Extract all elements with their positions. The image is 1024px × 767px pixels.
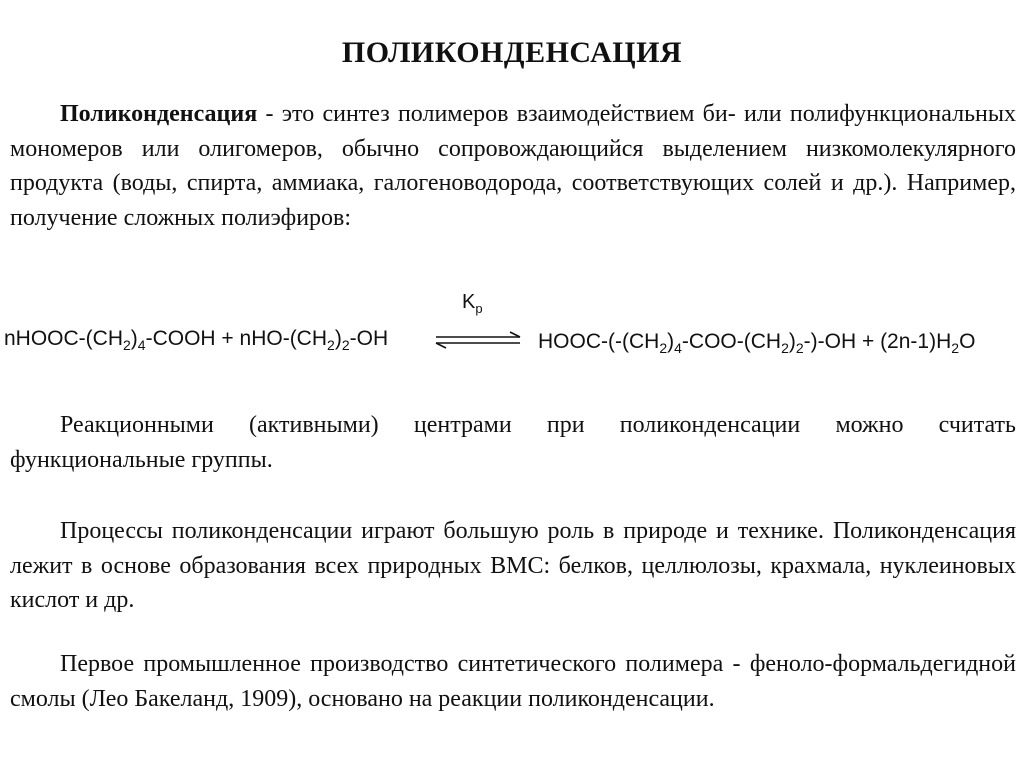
nature-technology-paragraph: Процессы поликонденсации играют большую роль в природе и технике. Поликонденсация лежит в основе образования всех природных ВМС: белков, целлюлозы, крахмала, нуклеиновых кислот и др. — [10, 518, 1016, 613]
reaction-centers-paragraph: Реакционными (активными) центрами при поликонденсации можно считать функциональные группы. — [10, 412, 1016, 473]
equation-products: HOOC-$(-(CH_2)_4-COO-(CH_2)_2-)-OH + (2n-1)H_2O$ — [538, 330, 976, 356]
definition-term: Поликонденсация — [60, 101, 258, 127]
catalyst-label: $K_p$ — [462, 291, 483, 316]
equation-reactants: nHOOC-$(CH_2)_4$-COOH + nHO-$(CH_2)_2-OH$ — [4, 327, 389, 353]
definition-text: - это синтез полимеров взаимодействием би- или полифункциональных мономеров или олигомеров, обычно сопровождающийся выделением низкомолекулярного продукта (воды, спирта, аммиака, галогеноводорода, соответствующих солей и др.). Например, получение сложных полиэфиров: — [10, 101, 1016, 231]
page-title: ПОЛИКОНДЕНСАЦИЯ — [341, 36, 683, 69]
definition-paragraph — [10, 97, 1016, 235]
history-paragraph: Первое промышленное производство синтетического полимера - феноло-формальдегидной смолы (Лео Бакеланд, 1909), основано на реакции поликонденсации. — [10, 651, 1016, 712]
equilibrium-arrows-icon — [432, 330, 524, 350]
